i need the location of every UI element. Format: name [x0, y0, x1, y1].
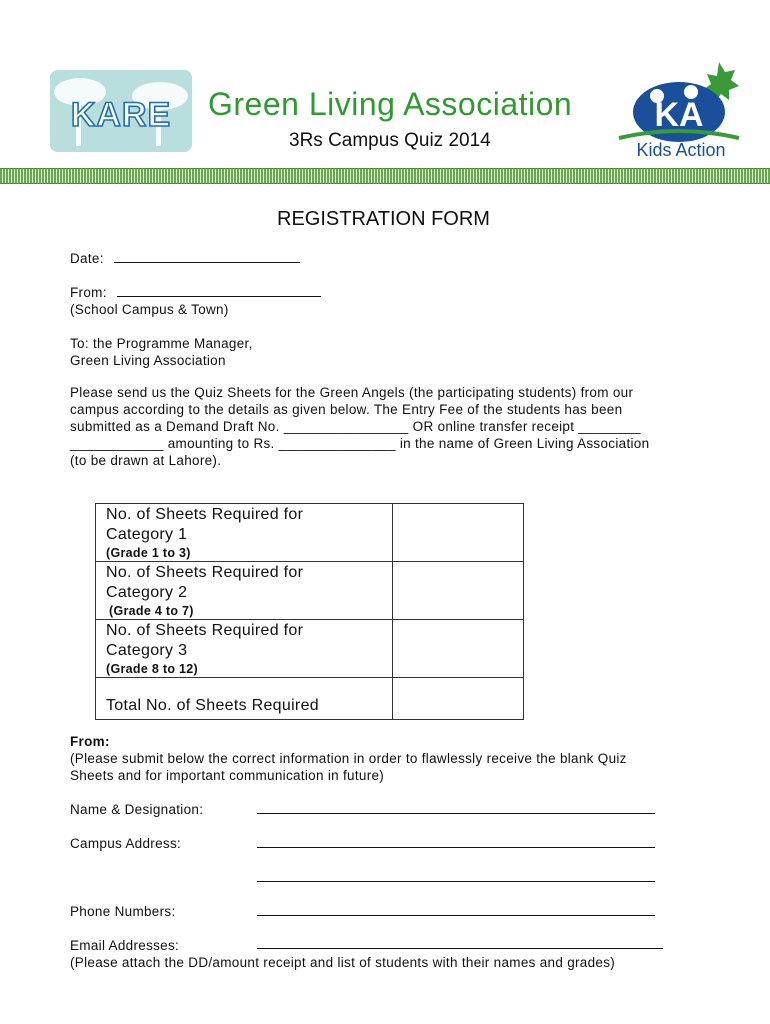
header-divider-band	[0, 168, 770, 184]
category-3-line1: No. of Sheets Required for	[106, 622, 304, 639]
from-field[interactable]	[117, 284, 321, 297]
category-1-grade: (Grade 1 to 3)	[106, 546, 191, 560]
campus-address-field-2[interactable]	[257, 881, 655, 882]
campus-address-field[interactable]	[257, 847, 655, 848]
kids-action-monogram: KA	[654, 96, 704, 134]
kids-action-logo	[615, 58, 743, 162]
paragraph-line: Please send us the Quiz Sheets for the Green Angels (the participating students) from our	[70, 385, 634, 400]
category-1-line2: Category 1	[106, 526, 188, 543]
contact-note-line-2: Sheets and for important communication in future)	[70, 768, 385, 783]
total-label-cell	[96, 678, 393, 720]
category-1-line1: No. of Sheets Required for	[106, 506, 304, 523]
paragraph-line: ____________ amounting to Rs. _______________ in the name of Green Living Association	[70, 436, 650, 451]
quiz-title: 3Rs Campus Quiz 2014	[289, 130, 491, 151]
org-title: Green Living Association	[208, 86, 573, 122]
contact-note-line-1: (Please submit below the correct information in order to flawlessly receive the blank Quiz	[70, 751, 627, 766]
total-sheets-input[interactable]	[393, 678, 524, 720]
table-row	[96, 620, 524, 678]
email-addresses-label: Email Addresses:	[70, 938, 180, 953]
form-title: REGISTRATION FORM	[277, 208, 490, 230]
attach-note: (Please attach the DD/amount receipt and list of students with their names and grades)	[70, 955, 616, 970]
to-line-2: Green Living Association	[70, 353, 226, 368]
campus-address-label: Campus Address:	[70, 836, 182, 851]
category-1-label-cell	[96, 504, 393, 562]
paragraph-line: (to be drawn at Lahore).	[70, 453, 222, 468]
sheets-table	[95, 503, 524, 720]
name-designation-label: Name & Designation:	[70, 802, 204, 817]
paragraph-line: submitted as a Demand Draft No. ________________ OR online transfer receipt ________	[70, 419, 641, 434]
kare-logo-text: KARE	[70, 96, 172, 134]
category-3-label-cell	[96, 620, 393, 678]
from-hint: (School Campus & Town)	[70, 302, 229, 317]
from-row	[70, 284, 321, 301]
table-row	[96, 504, 524, 562]
name-designation-field[interactable]	[257, 813, 655, 814]
date-label: Date:	[70, 251, 104, 266]
kare-trees-icon	[50, 70, 192, 152]
category-3-grade: (Grade 8 to 12)	[106, 662, 199, 676]
category-2-grade: (Grade 4 to 7)	[109, 604, 194, 618]
category-3-sheets-input[interactable]	[393, 620, 524, 678]
category-2-label-cell	[96, 562, 393, 620]
category-2-sheets-input[interactable]	[393, 562, 524, 620]
date-field[interactable]	[114, 250, 300, 263]
category-1-sheets-input[interactable]	[393, 504, 524, 562]
table-row	[96, 678, 524, 720]
contact-from-heading: From:	[70, 734, 110, 749]
paragraph-line: campus according to the details as given below. The Entry Fee of the students has been	[70, 402, 623, 417]
phone-numbers-label: Phone Numbers:	[70, 904, 176, 919]
kids-action-text: Kids Action	[636, 140, 726, 160]
category-2-line2: Category 2	[106, 584, 188, 601]
email-addresses-field[interactable]	[257, 948, 663, 949]
phone-numbers-field[interactable]	[257, 915, 655, 916]
from-label: From:	[70, 285, 107, 300]
total-label: Total No. of Sheets Required	[106, 697, 319, 714]
category-2-line1: No. of Sheets Required for	[106, 564, 304, 581]
category-3-line2: Category 3	[106, 642, 188, 659]
date-row	[70, 250, 300, 267]
request-paragraph	[70, 384, 730, 469]
table-row	[96, 562, 524, 620]
to-line-1: To: the Programme Manager,	[70, 336, 253, 351]
kare-logo	[50, 70, 192, 152]
